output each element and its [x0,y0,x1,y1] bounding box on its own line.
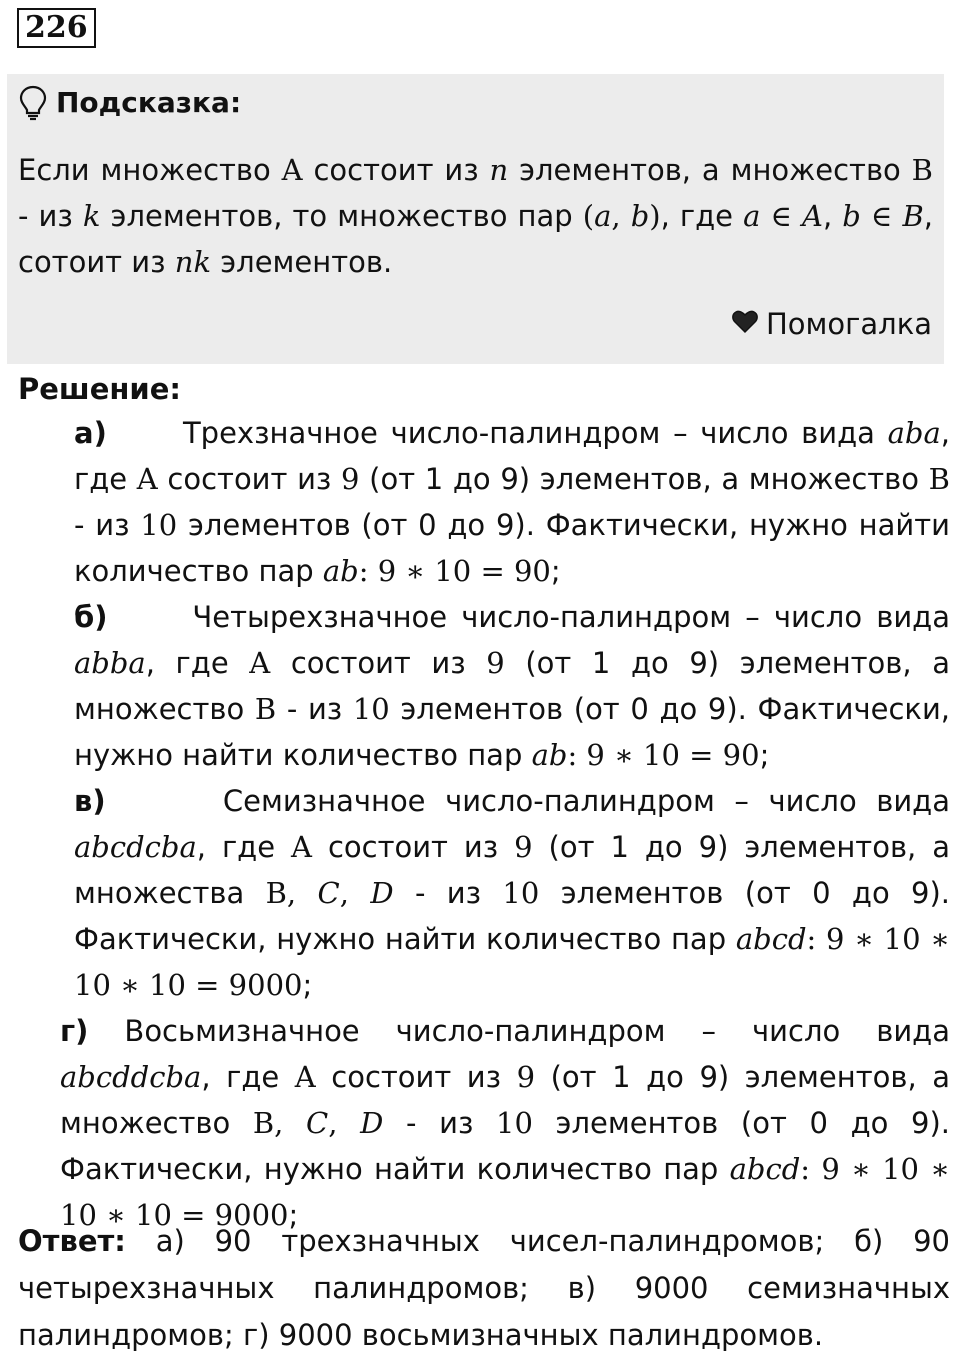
answer [18,1218,950,1359]
solution-item-a: а) Трехзначное число-палиндром – число вида aba, где A состоит из 9 (от 1 до 9) элементов, а множество B - из 10 элементов (от 0 до 9). Фактически, нужно найти количество пар ab: 9 ∗ 10 = 90; [74,416,950,588]
hint-title: Подсказка: [56,86,242,119]
solution-item-c: в) Семизначное число-палиндром – число вида abcdcba, где A состоит из 9 (от 1 до 9) элементов, а множества B, C, D - из 10 элементов (от 0 до 9). Фактически, нужно найти количество пар abcd: 9 ∗ 10 ∗ 10 ∗ 10 = 9000; [74,784,951,1002]
lightbulb-icon [18,85,48,121]
task-number: 226 [17,8,96,48]
hint-text: Если множество A состоит из n элементов, а множество B - из k элементов, то множество пар (a, b), где a ∈ A, b ∈ B, сотоит из nk элементов. [18,153,933,279]
solution-item-b: б) Четырехзначное число-палиндром – число вида abba, где A состоит из 9 (от 1 до 9) элементов, а множество B - из 10 элементов (от 0 до 9). Фактически, нужно найти количество пар ab: 9 ∗ 10 = 90; [74,600,951,772]
brand-name: Помогалка [766,307,932,341]
solution-body [18,410,950,1238]
brand-label [732,302,932,346]
hint-header [18,80,241,126]
solution-title: Решение: [18,372,182,406]
answer-label: Ответ: [18,1224,126,1258]
answer-text: а) 90 трехзначных чисел-палиндромов; б) 90 четырехзначных палиндромов; в) 9000 семизначных палиндромов; г) 9000 восьмизначных палиндромов. [18,1224,950,1352]
heart-icon [732,302,758,346]
solution-item-d: г) Восьмизначное число-палиндром – число вида abcddcba, где A состоит из 9 (от 1 до 9) элементов, а множество B, C, D - из 10 элементов (от 0 до 9). Фактически, нужно найти количество пар abcd: 9 ∗ 10 ∗ 10 ∗ 10 = 9000; [60,1014,950,1232]
